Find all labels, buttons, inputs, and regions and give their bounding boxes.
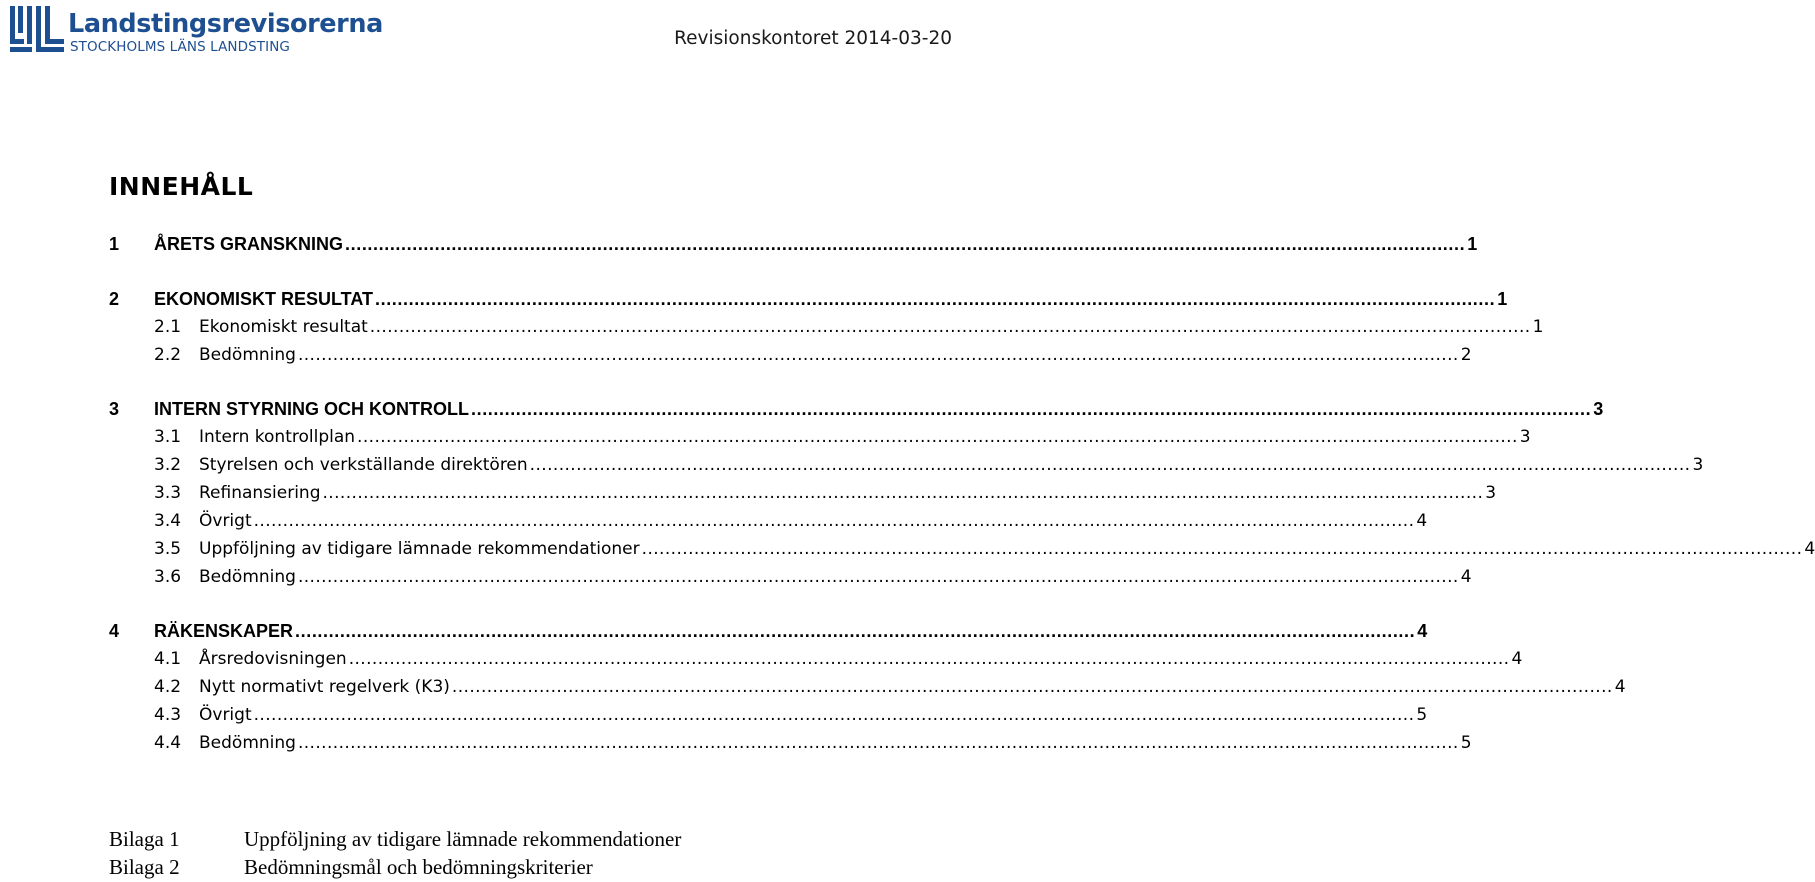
jll-logo-icon bbox=[8, 6, 66, 56]
toc-entry-title: ÅRETS GRANSKNING bbox=[154, 234, 344, 254]
toc-entry-title: Bedömning bbox=[199, 345, 296, 365]
toc-dot-leader: ........................................................................................................................................................................................................ bbox=[348, 649, 1510, 669]
toc-dot-leader: ........................................................................................................................................................................................................ bbox=[471, 399, 1592, 419]
toc-dot-leader: ........................................................................................................................................................................................................ bbox=[295, 621, 1416, 641]
toc-dot-leader: ........................................................................................................................................................................................................ bbox=[297, 567, 1459, 587]
toc-entry-number: 4.4 bbox=[154, 733, 182, 753]
toc-page-number: 1 bbox=[1532, 317, 1544, 337]
toc-page-number: 3 bbox=[1519, 427, 1531, 447]
toc-entry-number: 1 bbox=[109, 234, 120, 254]
toc-page-number: 2 bbox=[1460, 345, 1472, 365]
toc-subsection-entry[interactable] bbox=[109, 424, 1531, 448]
toc-page-number: 4 bbox=[1417, 621, 1428, 641]
appendix-title: Bedömningsmål och bedömningskriterier bbox=[244, 855, 593, 879]
toc-section-entry[interactable] bbox=[109, 231, 1478, 255]
toc-entry-number: 2.1 bbox=[154, 317, 182, 337]
toc-entry-number: 3.2 bbox=[154, 455, 182, 475]
organization-logo bbox=[8, 6, 383, 56]
toc-dot-leader: ........................................................................................................................................................................................................ bbox=[375, 289, 1496, 309]
toc-entry-title: Bedömning bbox=[199, 733, 296, 753]
toc-entry-title: Bedömning bbox=[199, 567, 296, 587]
toc-page-number: 3 bbox=[1485, 483, 1497, 503]
organization-name: Landstingsrevisorerna bbox=[68, 9, 383, 39]
appendix-title: Uppföljning av tidigare lämnade rekommendationer bbox=[244, 827, 682, 851]
toc-subsection-entry[interactable] bbox=[109, 508, 1428, 532]
toc-page-number: 4 bbox=[1614, 677, 1626, 697]
toc-entry-title: Refinansiering bbox=[199, 483, 321, 503]
toc-subsection-entry[interactable] bbox=[109, 536, 1815, 560]
toc-section-entry[interactable] bbox=[109, 286, 1508, 310]
toc-subsection-entry[interactable] bbox=[109, 730, 1472, 754]
toc-section-entry[interactable] bbox=[109, 618, 1428, 642]
toc-entry-title: Uppföljning av tidigare lämnade rekommendationer bbox=[199, 539, 640, 559]
toc-entry-number: 2 bbox=[109, 289, 120, 309]
toc-dot-leader: ........................................................................................................................................................................................................ bbox=[369, 317, 1531, 337]
page-header bbox=[0, 0, 960, 70]
toc-page-number: 5 bbox=[1416, 705, 1428, 725]
appendix-entry bbox=[109, 854, 681, 882]
toc-heading: INNEHÅLL bbox=[109, 172, 254, 201]
toc-subsection-entry[interactable] bbox=[109, 702, 1428, 726]
toc-dot-leader: ........................................................................................................................................................................................................ bbox=[297, 345, 1459, 365]
toc-subsection-entry[interactable] bbox=[109, 564, 1472, 588]
toc-entry-number: 3.4 bbox=[154, 511, 182, 531]
toc-page-number: 1 bbox=[1497, 289, 1508, 309]
toc-entry-number: 4.2 bbox=[154, 677, 182, 697]
toc-entry-number: 4.1 bbox=[154, 649, 182, 669]
toc-entry-title: Intern kontrollplan bbox=[199, 427, 356, 447]
toc-subsection-entry[interactable] bbox=[109, 342, 1472, 366]
toc-dot-leader: ........................................................................................................................................................................................................ bbox=[253, 511, 1415, 531]
toc-subsection-entry[interactable] bbox=[109, 480, 1497, 504]
toc-dot-leader: ........................................................................................................................................................................................................ bbox=[451, 677, 1613, 697]
toc-entry-title: Ekonomiskt resultat bbox=[199, 317, 368, 337]
toc-entry-title: Övrigt bbox=[199, 511, 252, 531]
toc-subsection-entry[interactable] bbox=[109, 314, 1544, 338]
toc-page-number: 4 bbox=[1804, 539, 1815, 559]
toc-dot-leader: ........................................................................................................................................................................................................ bbox=[641, 539, 1803, 559]
appendix-label: Bilaga 2 bbox=[109, 855, 180, 879]
toc-entry-title: Övrigt bbox=[199, 705, 252, 725]
toc-subsection-entry[interactable] bbox=[109, 674, 1626, 698]
toc-page-number: 3 bbox=[1692, 455, 1704, 475]
toc-section-entry[interactable] bbox=[109, 396, 1604, 420]
toc-dot-leader: ........................................................................................................................................................................................................ bbox=[297, 733, 1459, 753]
toc-page-number: 3 bbox=[1593, 399, 1604, 419]
appendix-list bbox=[109, 826, 681, 882]
toc-entry-number: 4 bbox=[109, 621, 120, 641]
organization-subtitle: STOCKHOLMS LÄNS LANDSTING bbox=[70, 39, 290, 55]
toc-entry-title: Nytt normativt regelverk (K3) bbox=[199, 677, 450, 697]
toc-page-number: 4 bbox=[1511, 649, 1523, 669]
toc-page-number: 4 bbox=[1416, 511, 1428, 531]
toc-page-number: 4 bbox=[1460, 567, 1472, 587]
toc-subsection-entry[interactable] bbox=[109, 452, 1704, 476]
toc-entry-title: Styrelsen och verkställande direktören bbox=[199, 455, 528, 475]
toc-entry-title: EKONOMISKT RESULTAT bbox=[154, 289, 373, 309]
toc-entry-number: 4.3 bbox=[154, 705, 182, 725]
toc-dot-leader: ........................................................................................................................................................................................................ bbox=[357, 427, 1518, 447]
appendix-entry bbox=[109, 826, 681, 854]
toc-entry-title: RÄKENSKAPER bbox=[154, 621, 294, 641]
toc-entry-number: 3.3 bbox=[154, 483, 182, 503]
toc-entry-number: 3 bbox=[109, 399, 120, 419]
toc-entry-number: 3.1 bbox=[154, 427, 182, 447]
toc-entry-title: INTERN STYRNING OCH KONTROLL bbox=[154, 399, 469, 419]
appendix-label: Bilaga 1 bbox=[109, 827, 180, 851]
toc-page-number: 5 bbox=[1460, 733, 1472, 753]
toc-dot-leader: ........................................................................................................................................................................................................ bbox=[253, 705, 1415, 725]
toc-entry-number: 3.6 bbox=[154, 567, 182, 587]
toc-dot-leader: ........................................................................................................................................................................................................ bbox=[529, 455, 1691, 475]
toc-dot-leader: ........................................................................................................................................................................................................ bbox=[322, 483, 1484, 503]
toc-entry-number: 3.5 bbox=[154, 539, 182, 559]
toc-page-number: 1 bbox=[1467, 234, 1478, 254]
document-reference: Revisionskontoret 2014-03-20 bbox=[674, 28, 952, 49]
toc-subsection-entry[interactable] bbox=[109, 646, 1523, 670]
toc-entry-number: 2.2 bbox=[154, 345, 182, 365]
toc-entry-title: Årsredovisningen bbox=[199, 649, 347, 669]
toc-dot-leader: ........................................................................................................................................................................................................ bbox=[345, 234, 1466, 254]
